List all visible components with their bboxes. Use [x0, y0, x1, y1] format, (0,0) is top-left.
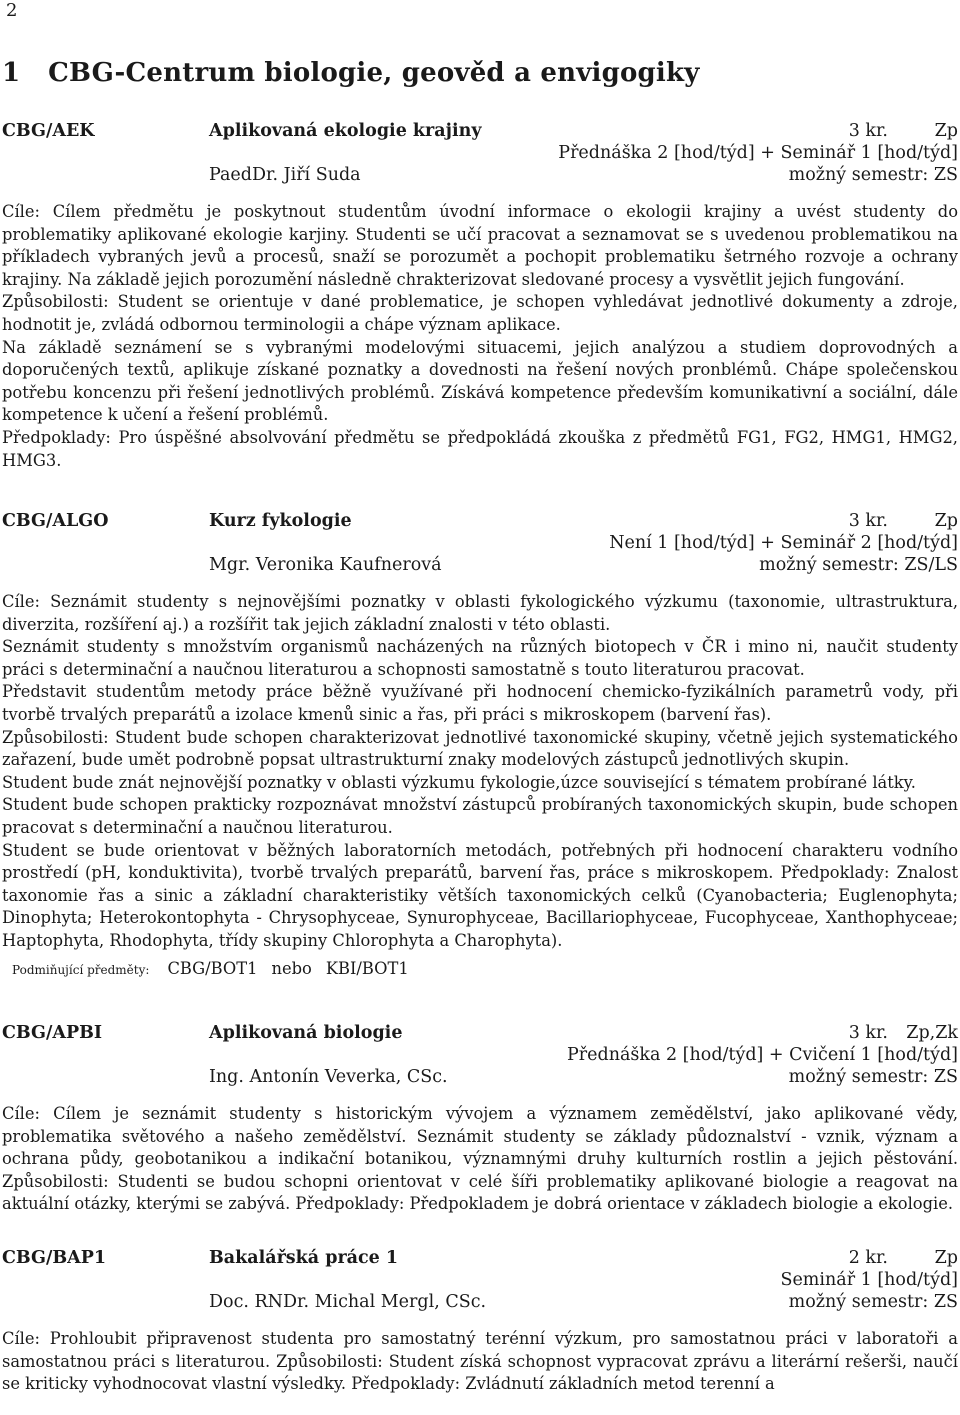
prerequisite-separator: nebo [271, 958, 312, 978]
paragraph: Seznámit studenty s množstvím organismů nacházených na různých biotopech v ČR i mino ni, naučit studenty práci s determinační a naučnou literaturou a schopnosti samostatně s touto literaturou pracovat. [2, 637, 958, 679]
prerequisites-label: Podmiňující předměty: [12, 962, 150, 977]
course-description [2, 1328, 958, 1396]
course-header-row [2, 121, 958, 143]
paragraph: Cíle: Cílem je seznámit studenty s historickým vývojem a významem zemědělství, jako aplikované vědy, problematika světového a našeho zemědělství. Seznámit studenty se základy půdoznalství - vznik, význam a ochrana půdy, geobotanikou a indikační botanikou, významnými druhy kulturních rostlin a jejich pěstování. Způsobilosti: Studenti se budou schopni orientovat v celé šíři problematiky aplikované biologie a reagovat na aktuální otázky, kterými se zabývá. Předpoklady: Předpokladem je dobrá orientace v základech biologie a ekologie. [2, 1104, 958, 1214]
course-teacher: Ing. Antonín Veverka, CSc. [209, 1067, 448, 1087]
course-credits: 3 kr. [848, 1023, 888, 1043]
paragraph: Předpoklady: Pro úspěšné absolvování předmětu se předpokládá zkouška z předmětů FG1, FG2, HMG1, HMG2, HMG3. [2, 427, 958, 470]
course-completion: Zp [934, 511, 958, 531]
course-code: CBG/BAP1 [2, 1248, 107, 1268]
course-title: Aplikovaná biologie [209, 1023, 403, 1043]
paragraph: Představit studentům metody práce běžně využívané při hodnocení chemicko-fyzikálních parametrů vody, při tvorbě trvalých preparátů a izolace kmenů sinic a řas, při práci s mikroskopem (barvení řas). [2, 682, 958, 724]
course-semester: možný semestr: ZS [788, 1292, 958, 1312]
course-entry [2, 511, 958, 978]
section-number: 1 [2, 58, 21, 88]
prerequisites-row [2, 959, 958, 978]
paragraph: Cíle: Prohloubit připravenost studenta pro samostatný terénní výzkum, pro samostatnou práci v laboratoři a samostatnou práci s literaturou. Způsobilosti: Student získá schopnost vypracovat zprávu a literární rešerši, naučí se kriticky vyhodnocovat vlastní výsledky. Předpoklady: Zvládnutí základních metod terenní a [2, 1329, 958, 1394]
course-semester: možný semestr: ZS [788, 165, 958, 185]
course-description [2, 591, 958, 953]
course-code: CBG/APBI [2, 1023, 103, 1043]
paragraph: Způsobilosti: Student se orientuje v dané problematice, je schopen vyhledávat jednotlivé dokumenty a zdroje, hodnotit je, zvládá odbornou terminologii a chápe význam aplikace. [2, 292, 958, 334]
course-entry [2, 1248, 958, 1396]
course-teacher: PaedDr. Jiří Suda [209, 165, 361, 185]
course-teacher-row [2, 1292, 958, 1314]
course-teacher: Mgr. Veronika Kaufnerová [209, 555, 442, 575]
course-description [2, 201, 958, 472]
course-completion: Zp [934, 121, 958, 141]
section-heading [2, 58, 700, 88]
paragraph: Student se bude orientovat v běžných laboratorních metodách, potřebných při hodnocení charakteru vodního prostředí (pH, konduktivita), tvorbě trvalých preparátů, barvení řas, práce s mikroskopem. Předpoklady: Znalost taxonomie řas a sinic a základní charakteristiky větších taxonomických celků (Cyanobacteria; Euglenophyta; Dinophyta; Heterokontophyta - Chrysophyceae, Synurophyceae, Bacillariophyceae, Fucophyceae, Xanthophyceae; Haptophyta, Rhodophyta, třídy skupiny Chlorophyta a Charophyta). [2, 840, 958, 950]
paragraph: Student bude schopen prakticky rozpoznávat množství zástupců probíraných taxonomických skupin, bude schopen pracovat s determinační a naučnou literaturou. [2, 795, 958, 837]
course-hours-row [2, 143, 958, 165]
course-description [2, 1103, 958, 1216]
course-hours-row [2, 1270, 958, 1292]
paragraph: Cíle: Cílem předmětu je poskytnout studentům úvodní informace o ekologii krajiny a uvést studenty do problematiky aplikované ekologie karjiny. Studenti se učí pracovat a seznamovat se s uvedenou problematikou na příkladech vybraných jevů a procesů, snaží se porozumět a pochopit problematiku šetrného rozvoje a ochrany krajiny. Na základě jejich porozumění následně chrakterizovat sledované procesy a vysvětlit jejich fungování. [2, 202, 958, 289]
course-hours-row [2, 1045, 958, 1067]
course-credits: 3 kr. [848, 121, 888, 141]
course-hours: Přednáška 2 [hod/týd] + Seminář 1 [hod/týd] [558, 143, 958, 163]
course-hours: Není 1 [hod/týd] + Seminář 2 [hod/týd] [609, 533, 958, 553]
course-code: CBG/ALGO [2, 511, 109, 531]
paragraph: Způsobilosti: Student bude schopen charakterizovat jednotlivé taxonomické skupiny, včetně jejich systematického zařazení, bude umět podrobně popsat ultrastrukturní znaky modelových zástupců jednotlivých skupin. [2, 727, 958, 770]
course-semester: možný semestr: ZS [788, 1067, 958, 1087]
paragraph: Cíle: Seznámit studenty s nejnovějšími poznatky v oblasti fykologického výzkumu (taxonomie, ultrastruktura, diverzita, rozšíření aj.) a rozšířit tak jejich základní znalosti v této oblasti. [2, 592, 958, 634]
course-hours: Seminář 1 [hod/týd] [780, 1270, 958, 1290]
course-code: CBG/AEK [2, 121, 95, 141]
course-title: Bakalářská práce 1 [209, 1248, 399, 1268]
course-header-row [2, 1248, 958, 1270]
course-completion: Zp,Zk [906, 1023, 958, 1043]
prerequisite-course: KBI/BOT1 [325, 958, 409, 978]
page-number: 2 [6, 0, 18, 21]
course-title: Kurz fykologie [209, 511, 352, 531]
section-title: CBG-Centrum biologie, geověd a envigogiky [48, 58, 700, 88]
course-hours: Přednáška 2 [hod/týd] + Cvičení 1 [hod/týd] [567, 1045, 958, 1065]
course-entry [2, 1023, 958, 1216]
course-semester: možný semestr: ZS/LS [759, 555, 958, 575]
paragraph: Student bude znát nejnovější poznatky v oblasti výzkumu fykologie,úzce související s tématem probírané látky. [2, 772, 916, 792]
prerequisite-course: CBG/BOT1 [167, 958, 258, 978]
course-teacher: Doc. RNDr. Michal Mergl, CSc. [209, 1292, 487, 1312]
course-credits: 2 kr. [848, 1248, 888, 1268]
course-header-row [2, 1023, 958, 1045]
course-teacher-row [2, 555, 958, 577]
course-entry [2, 121, 958, 472]
course-hours-row [2, 533, 958, 555]
paragraph: Na základě seznámení se s vybranými modelovými situacemi, jejich analýzou a studiem doprovodných a doporučených textů, aplikuje získané poznatky a dovednosti na řešení nových pronblémů. Chápe společenskou potřebu koncenzu při řešení jednotlivých problémů. Získává kompetence především komunikativní a sociální, dále kompetence k učení a řešení problémů. [2, 337, 958, 425]
course-credits: 3 kr. [848, 511, 888, 531]
course-title: Aplikovaná ekologie krajiny [209, 121, 482, 141]
course-header-row [2, 511, 958, 533]
course-teacher-row [2, 165, 958, 187]
course-completion: Zp [934, 1248, 958, 1268]
course-teacher-row [2, 1067, 958, 1089]
